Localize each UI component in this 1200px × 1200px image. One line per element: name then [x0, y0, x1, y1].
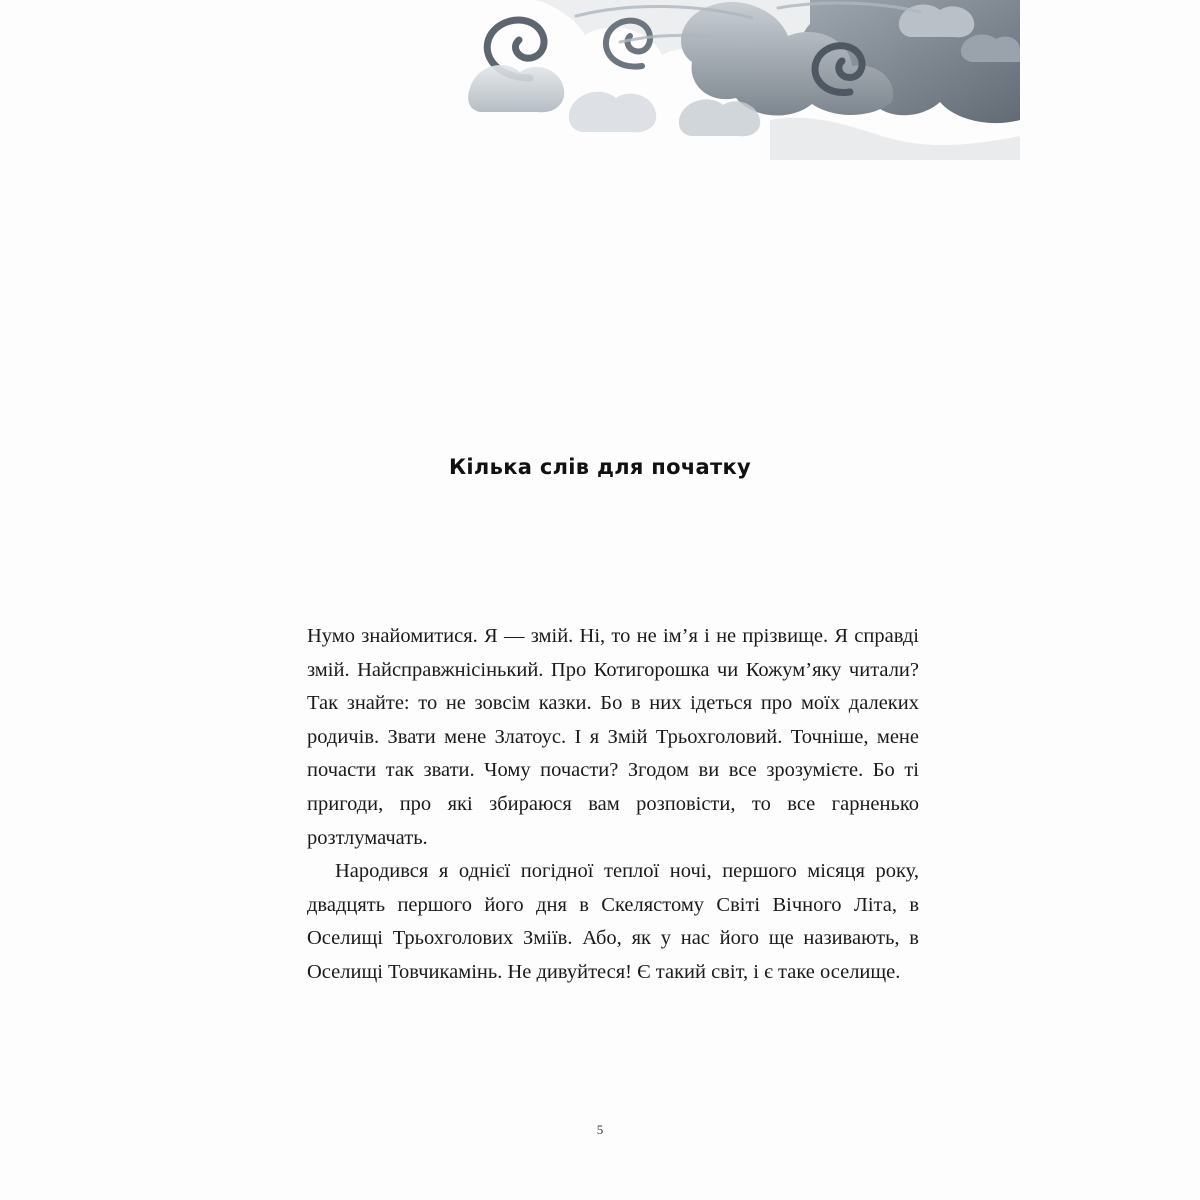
page-number: 5	[596, 1122, 604, 1137]
clouds-swirls-illustration	[380, 0, 1020, 200]
body-text	[307, 620, 919, 990]
page-title: Кілька слів для початку	[448, 455, 752, 479]
paragraph: Нумо знайомитися. Я — змій. Ні, то не ім’я і не прізвище. Я справді змій. Найсправжнісінький. Про Котигорошка чи Кожум’яку читали? Так знайте: то не зовсім казки. Бо в них ідеться про моїх далеких родичів. Звати мене Златоус. І я Змій Трьохголовий. Точніше, мене почасти так звати. Чому почасти? Згодом ви все зрозумієте. Бо ті пригоди, про які збираюся вам розповісти, то все гарненько розтлумачать.	[307, 625, 919, 849]
paragraph: Народився я однієї погідної теплої ночі, першого місяця року, двадцять першого його дня в Скелястому Світі Вічного Літа, в Оселищі Трьохголових Зміїв. Або, як у нас його ще називають, в Оселищі Товчикамінь. Не дивуйтеся! Є такий світ, і є таке оселище.	[307, 860, 919, 983]
